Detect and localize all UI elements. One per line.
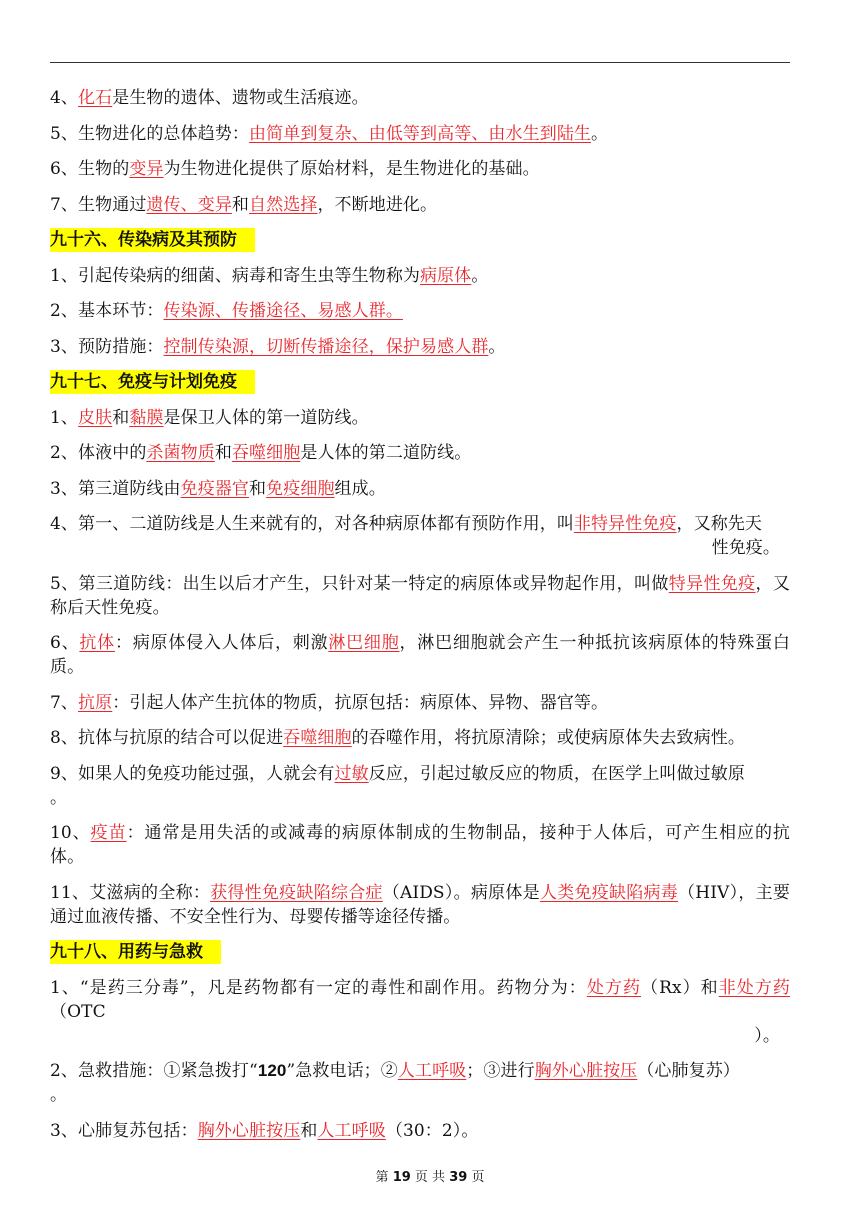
- answer-keyword: 非特异性免疫: [573, 514, 677, 534]
- answer-keyword: 传染源、传播途径、易感人群。: [163, 301, 403, 321]
- item-text: ；③进行: [466, 1061, 535, 1081]
- item-text: 和: [112, 407, 130, 428]
- item-text: 是人体的第二道防线。: [300, 443, 472, 463]
- list-item: [50, 691, 790, 715]
- item-text: 7、: [50, 692, 79, 713]
- item-text: 4、第一、二道防线是人生来就有的，对各种病原体都有预防作用，叫: [50, 514, 574, 534]
- list-item: [50, 86, 790, 110]
- answer-keyword: 胸外心脏按压: [534, 1061, 638, 1081]
- answer-keyword: 吞噬细胞: [231, 443, 301, 463]
- item-text: 性免疫。: [711, 538, 780, 558]
- item-text: 是生物的遗体、遗物或生活痕迹。: [112, 88, 369, 108]
- list-item: [50, 441, 790, 465]
- item-text: 9、如果人的免疫功能过强，人就会有: [50, 763, 335, 784]
- answer-keyword: 黏膜: [129, 407, 164, 428]
- item-text: 和: [231, 194, 250, 215]
- current-page: 19: [392, 1170, 411, 1185]
- list-item: [50, 157, 790, 181]
- list-item: [50, 193, 790, 217]
- answer-keyword: 抗体: [79, 633, 115, 653]
- answer-keyword: 免疫细胞: [266, 478, 335, 499]
- answer-keyword: 疫苗: [90, 823, 127, 843]
- list-item: [50, 762, 790, 810]
- item-text: 5、生物进化的总体趋势：: [50, 123, 250, 144]
- item-text: ）。: [754, 1025, 780, 1046]
- list-item: [50, 881, 790, 929]
- list-item: [50, 335, 790, 359]
- item-text: 3、预防措施：: [50, 336, 164, 357]
- item-text: 是保卫人体的第一道防线。: [163, 407, 369, 428]
- footer-mid: 页 共: [414, 1170, 446, 1185]
- section-heading: [50, 228, 790, 252]
- item-text: ，不断地进化。: [317, 194, 438, 215]
- item-text: ，又称先天: [676, 514, 763, 534]
- list-item: [50, 572, 790, 620]
- answer-keyword: 非处方药: [718, 977, 790, 998]
- item-text: 为生物进化提供了原始材料，是生物进化的基础。: [163, 159, 540, 179]
- answer-keyword: 病原体: [420, 265, 472, 286]
- list-item: [50, 821, 790, 869]
- answer-keyword: 皮肤: [78, 407, 113, 428]
- item-text: ：引起人体产生抗体的物质，抗原包括：病原体、异物、器官等。: [112, 692, 609, 713]
- list-item: [50, 264, 790, 288]
- answer-keyword: 淋巴细胞: [328, 633, 400, 653]
- item-text: 3、第三道防线由: [50, 478, 181, 499]
- item-text: 的吞噬作用，将抗原清除；或使病原体失去致病性。: [351, 728, 745, 748]
- item-text: 反应，引起过敏反应的物质，在医学上叫做过敏原: [368, 763, 745, 784]
- item-text: 7、生物通过: [50, 194, 147, 215]
- item-text: 4、: [50, 88, 79, 108]
- list-item: [50, 477, 790, 501]
- answer-keyword: 变异: [129, 159, 164, 179]
- item-text: 3、心肺复苏包括：: [50, 1120, 198, 1141]
- total-pages: 39: [449, 1170, 468, 1185]
- answer-keyword: 抗原: [78, 692, 113, 713]
- item-text: 1、引起传染病的细菌、病毒和寄生虫等生物称为: [50, 265, 421, 286]
- item-text: 。: [591, 123, 609, 144]
- list-item: [50, 299, 790, 323]
- item-text: 。: [488, 336, 506, 357]
- answer-keyword: 人工呼吸: [397, 1061, 467, 1081]
- section-heading: [50, 370, 790, 394]
- item-text: （OTC: [50, 1001, 106, 1022]
- answer-keyword: 人工呼吸: [317, 1120, 386, 1141]
- answer-keyword: 过敏: [334, 763, 369, 784]
- answer-keyword: 自然选择: [249, 194, 318, 215]
- item-text: 和: [249, 478, 267, 499]
- answer-keyword: 遗传、变异: [146, 194, 232, 215]
- item-text: 8、抗体与抗原的结合可以促进: [50, 728, 284, 748]
- list-item: [50, 976, 790, 1048]
- answer-keyword: 人类免疫缺陷病毒: [539, 882, 679, 903]
- item-text: （30：2）。: [385, 1120, 479, 1141]
- section-heading-text: 九十六、传染病及其预防: [50, 228, 255, 252]
- item-text: ，淋巴细胞就会产生一种抵抗该病原体的特殊蛋白质。: [50, 633, 791, 677]
- footer-suffix: 页: [471, 1170, 485, 1185]
- item-text: 。: [471, 265, 489, 286]
- list-item: [50, 726, 790, 750]
- item-text: （Rx）和: [641, 977, 719, 998]
- document-body: [50, 86, 790, 1154]
- answer-keyword: 胸外心脏按压: [197, 1120, 301, 1141]
- item-text: ：通常是用失活的或减毒的病原体制成的生物制品，接种于人体后，可产生相应的抗体。: [50, 823, 791, 867]
- item-text: 1、“是药三分毒”，凡是药物都有一定的毒性和副作用。药物分为：: [50, 977, 587, 998]
- item-text: 和: [300, 1120, 318, 1141]
- item-text: 2、体液中的: [50, 443, 147, 463]
- answer-keyword: 处方药: [586, 977, 642, 998]
- list-item: [50, 406, 790, 430]
- item-text: ：病原体侵入人体后，刺激: [114, 633, 329, 653]
- emergency-number: 120: [257, 1061, 287, 1080]
- item-text: （AIDS）。病原体是: [382, 882, 540, 903]
- page-footer: [0, 1166, 860, 1185]
- item-text: 2、急救措施：①紧急拨打“: [50, 1061, 258, 1081]
- answer-keyword: 由简单到复杂、由低等到高等、由水生到陆生: [249, 123, 592, 144]
- section-heading: [50, 940, 790, 964]
- list-item: [50, 1119, 790, 1143]
- section-heading-text: 九十七、免疫与计划免疫: [50, 370, 255, 394]
- list-item: [50, 122, 790, 146]
- answer-keyword: 杀菌物质: [146, 443, 215, 463]
- answer-keyword: 吞噬细胞: [283, 728, 352, 748]
- item-text: 6、: [50, 633, 80, 653]
- answer-keyword: 免疫器官: [180, 478, 250, 499]
- item-text: 11、艾滋病的全称：: [50, 882, 211, 903]
- item-text: 5、第三道防线：出生以后才产生，只针对某一特定的病原体或异物起作用，叫做: [50, 573, 669, 594]
- item-text: 。: [50, 1085, 68, 1105]
- item-text: 组成。: [334, 478, 386, 499]
- answer-keyword: 控制传染源，切断传播途径，保护易感人群: [163, 336, 489, 357]
- item-text: 2、基本环节：: [50, 301, 164, 321]
- list-item: [50, 631, 790, 679]
- item-text: ”急救电话；②: [286, 1061, 398, 1081]
- answer-keyword: 特异性免疫: [668, 573, 756, 594]
- item-text: （心肺复苏）: [637, 1061, 740, 1081]
- footer-prefix: 第: [375, 1170, 389, 1185]
- item-text: 1、: [50, 407, 79, 428]
- list-item: [50, 512, 790, 560]
- list-item: [50, 1059, 790, 1107]
- item-text: 和: [214, 443, 232, 463]
- item-text: （HIV），主要通过血液传播、不安全性行为、母婴传播等途径传播。: [50, 882, 790, 927]
- item-text: ，又称后天性免疫。: [50, 573, 791, 618]
- item-text: 。: [50, 787, 68, 808]
- header-rule: [50, 62, 790, 63]
- section-heading-text: 九十八、用药与急救: [50, 940, 221, 964]
- answer-keyword: 获得性免疫缺陷综合症: [210, 882, 383, 903]
- item-text: 6、生物的: [50, 159, 130, 179]
- item-text: 10、: [50, 823, 91, 843]
- answer-keyword: 化石: [78, 88, 113, 108]
